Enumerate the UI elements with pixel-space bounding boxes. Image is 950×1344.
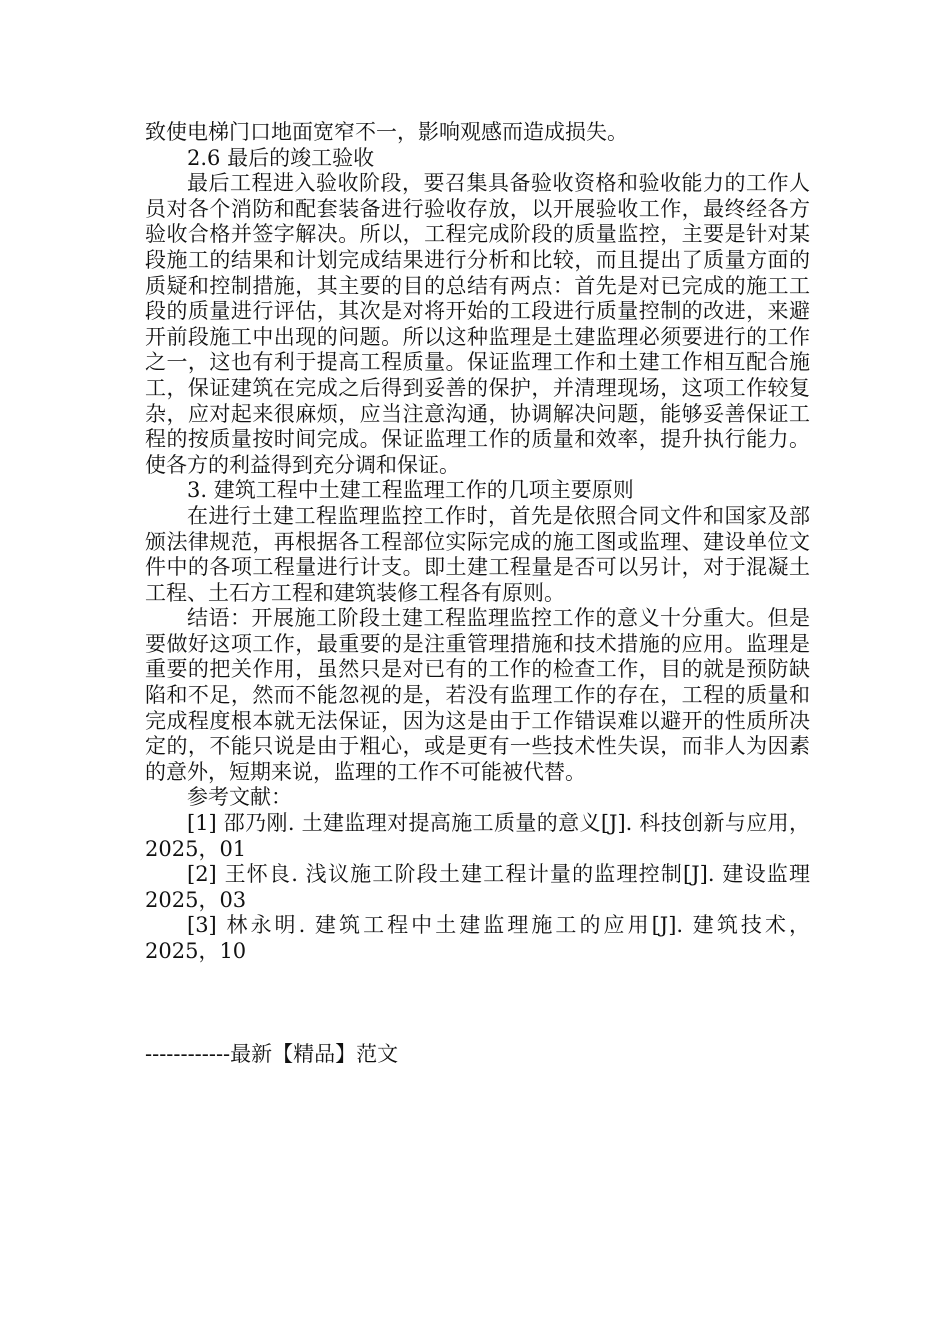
reference-item: [3] 林永明. 建筑工程中土建监理施工的应用[J]. 建筑技术，2025，10 (145, 913, 810, 963)
section-heading-3: 3. 建筑工程中土建工程监理工作的几项主要原则 (187, 478, 634, 503)
page-footer: ------------最新【精品】范文 (145, 1042, 399, 1066)
document-body (145, 120, 810, 965)
paragraph-conclusion: 结语：开展施工阶段土建工程监理监控工作的意义十分重大。但是要做好这项工作，最重要的是注重管理措施和技术措施的应用。监理是重要的把关作用，虽然只是对已有的工作的检查工作，目的就是预防缺陷和不足，然而不能忽视的是，若没有监理工作的存在，工程的质量和完成程度根本就无法保证，因为这是由于工作错误难以避开的性质所决定的，不能只说是由于粗心，或是更有一些技术性失误，而非人为因素的意外，短期来说，监理的工作不可能被代替。 (145, 606, 810, 784)
paragraph-principles: 在进行土建工程监理监控工作时，首先是依照合同文件和国家及部颁法律规范，再根据各工程部位实际完成的施工图或监理、建设单位文件中的各项工程量进行计支。即土建工程量是否可以另计，对于混凝土工程、土石方工程和建筑装修工程各有原则。 (145, 503, 810, 605)
references-heading: 参考文献： (187, 785, 292, 810)
reference-item: [2] 王怀良. 浅议施工阶段土建工程计量的监理控制[J]. 建设监理 2025，03 (145, 862, 810, 912)
paragraph-acceptance: 最后工程进入验收阶段，要召集具备验收资格和验收能力的工作人员对各个消防和配套装备进行验收存放，以开展验收工作，最终经各方验收合格并签字解决。所以，工程完成阶段的质量监控，主要是针对某段施工的结果和计划完成结果进行分析和比较，而且提出了质量方面的质疑和控制措施，其主要的目的总结有两点：首先是对已完成的施工工段的质量进行评估，其次是对将开始的工段进行质量控制的改进，来避开前段施工中出现的问题。所以这种监理是土建监理必须要进行的工作之一，这也有利于提高工程质量。保证监理工作和土建工作相互配合施工，保证建筑在完成之后得到妥善的保护，并清理现场，这项工作较复杂，应对起来很麻烦，应当注意沟通，协调解决问题，能够妥善保证工程的按质量按时间完成。保证监理工作的质量和效率，提升执行能力。使各方的利益得到充分调和保证。 (145, 171, 810, 477)
section-heading-2-6: 2.6 最后的竣工验收 (187, 145, 375, 170)
reference-item: [1] 邵乃刚. 土建监理对提高施工质量的意义[J]. 科技创新与应用，2025，01 (145, 811, 810, 861)
paragraph-continuation: 致使电梯门口地面宽窄不一，影响观感而造成损失。 (145, 120, 628, 144)
